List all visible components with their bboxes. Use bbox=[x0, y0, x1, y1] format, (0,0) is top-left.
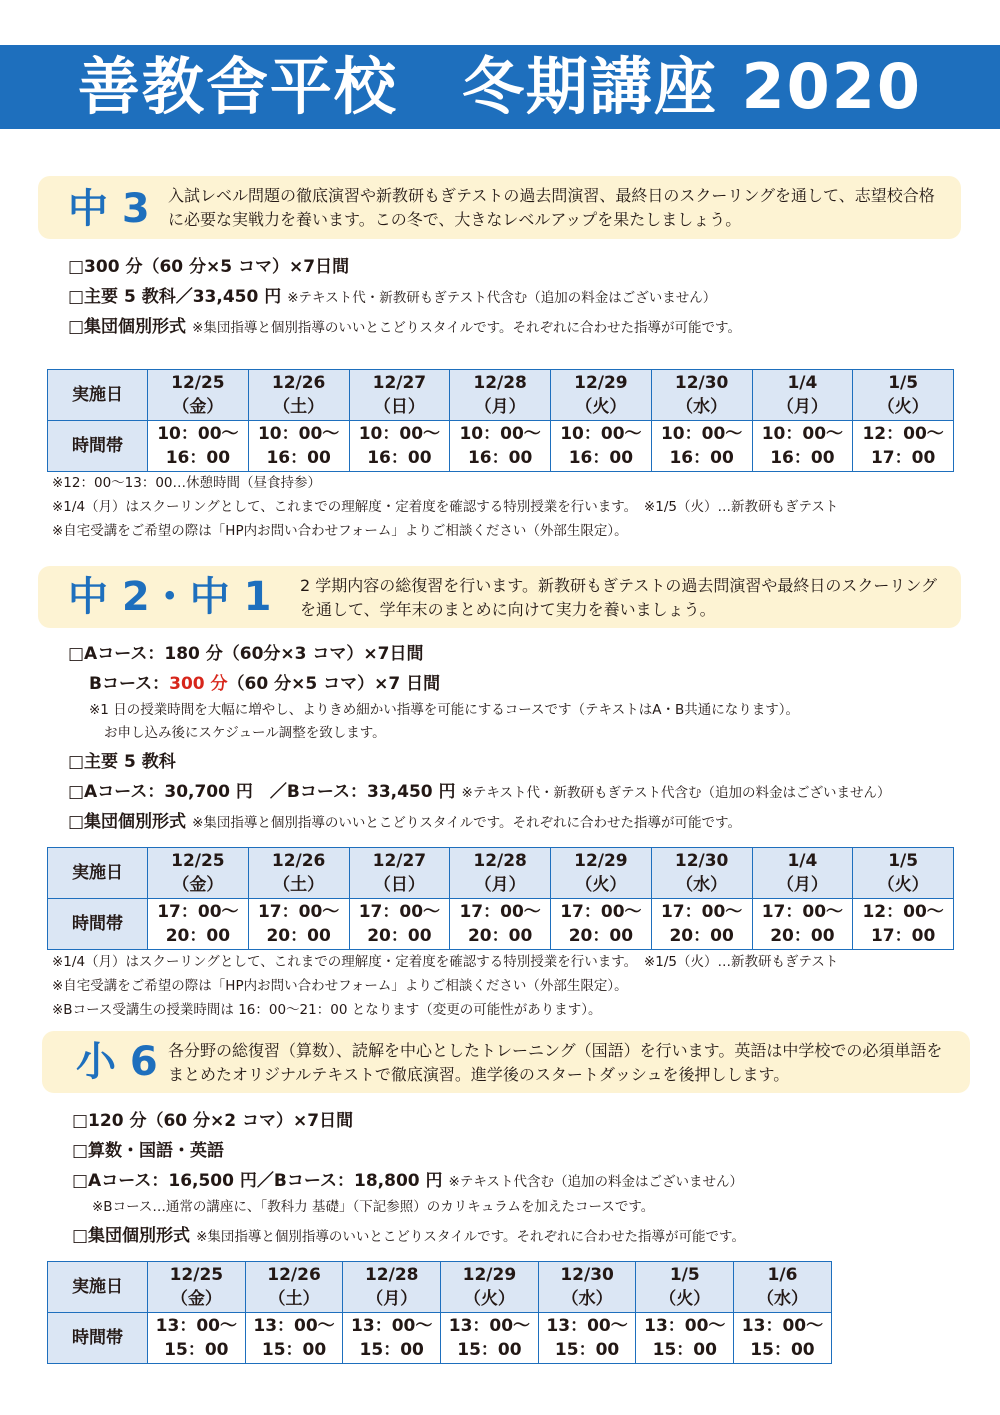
weekday-value: （水） bbox=[676, 875, 728, 895]
end-time: 20：00 bbox=[669, 926, 734, 946]
start-time: 17：00〜 bbox=[257, 902, 340, 922]
j21-course-a: □Aコース：180 分（60分×3 コマ）×7日間 bbox=[68, 644, 424, 664]
j21-price bbox=[68, 779, 891, 806]
weekday-value: （火） bbox=[877, 397, 929, 417]
time-row bbox=[48, 899, 954, 950]
start-time: 10：00〜 bbox=[761, 424, 844, 444]
schedule-table-e6 bbox=[47, 1261, 832, 1364]
weekday-value: （火） bbox=[463, 1289, 515, 1309]
date-cell bbox=[551, 370, 652, 421]
date-cell bbox=[450, 848, 551, 899]
weekday-value: （月） bbox=[474, 875, 526, 895]
schedule-table-j3 bbox=[47, 369, 954, 472]
date-cell bbox=[752, 848, 853, 899]
date-cell bbox=[148, 1262, 246, 1313]
date-row-header: 実施日 bbox=[48, 370, 148, 421]
start-time: 17：00〜 bbox=[157, 902, 239, 922]
j3-footnote-2: ※1/4（月）はスクーリングとして、これまでの理解度・定着度を確認する特別授業を行います。 ※1/5（火）…新教研もぎテスト bbox=[52, 499, 839, 515]
e6-format-label: □集団個別形式 bbox=[72, 1226, 191, 1246]
date-cell bbox=[450, 370, 551, 421]
intro-text-e6: 各分野の総復習（算数）、読解を中心としたトレーニング（国語）を行います。英語は中学校での必須単語をまとめたオリジナルテキストで徹底演習。進学後のスタートダッシュを後押しします。 bbox=[168, 1041, 943, 1084]
j3-price-label: □主要 5 教科／33,450 円 bbox=[68, 287, 282, 307]
weekday-value: （金） bbox=[172, 875, 224, 895]
end-time: 16：00 bbox=[165, 448, 231, 468]
start-time: 13：00〜 bbox=[253, 1316, 335, 1336]
weekday-value: （金） bbox=[170, 1289, 222, 1309]
weekday-value: （日） bbox=[373, 397, 425, 417]
date-row bbox=[48, 1262, 832, 1313]
page-title: 善教舎平校 冬期講座 2020 bbox=[77, 50, 923, 123]
time-cell bbox=[441, 1313, 539, 1364]
date-cell bbox=[651, 848, 752, 899]
time-cell bbox=[651, 421, 752, 472]
grade-label-j3: 中 3 bbox=[68, 186, 150, 232]
time-cell bbox=[752, 899, 853, 950]
start-time: 10：00〜 bbox=[257, 424, 340, 444]
end-time: 20：00 bbox=[266, 926, 331, 946]
date-cell bbox=[248, 848, 349, 899]
date-value: 12/28 bbox=[473, 851, 527, 871]
schedule-table-j21 bbox=[47, 847, 954, 950]
j21-format-label: □集団個別形式 bbox=[68, 812, 187, 832]
j21-course-note-2: お申し込み後にスケジュール調整を致します。 bbox=[104, 725, 386, 741]
date-row-header: 実施日 bbox=[48, 1262, 148, 1313]
end-time: 20：00 bbox=[770, 926, 835, 946]
start-time: 13：00〜 bbox=[351, 1316, 433, 1336]
end-time: 16：00 bbox=[367, 448, 432, 468]
end-time: 15：00 bbox=[652, 1340, 717, 1360]
weekday-value: （日） bbox=[373, 875, 425, 895]
date-cell bbox=[551, 848, 652, 899]
date-cell bbox=[349, 848, 450, 899]
time-cell bbox=[651, 899, 752, 950]
date-value: 12/30 bbox=[674, 851, 729, 871]
date-value: 12/27 bbox=[372, 851, 427, 871]
end-time: 20：00 bbox=[165, 926, 231, 946]
start-time: 12：00〜 bbox=[862, 902, 944, 922]
date-value: 1/5 bbox=[888, 373, 919, 393]
intro-text-j3: 入試レベル問題の徹底演習や新教研もぎテストの過去問演習、最終日のスクーリングを通して、志望校合格に必要な実戦力を養います。この冬で、大きなレベルアップを果たしましょう。 bbox=[168, 186, 935, 229]
j21-course-b-minutes: 300 分 bbox=[169, 674, 228, 694]
weekday-value: （水） bbox=[756, 1289, 808, 1309]
j21-format bbox=[68, 809, 741, 836]
e6-duration: □120 分（60 分×2 コマ）×7日間 bbox=[72, 1111, 354, 1131]
time-cell bbox=[551, 899, 652, 950]
j21-footnote-1: ※1/4（月）はスクーリングとして、これまでの理解度・定着度を確認する特別授業を行います。 ※1/5（火）…新教研もぎテスト bbox=[52, 954, 839, 970]
start-time: 10：00〜 bbox=[660, 424, 743, 444]
e6-price bbox=[72, 1168, 743, 1195]
time-cell bbox=[538, 1313, 636, 1364]
j3-footnote-1: ※12：00〜13：00…休憩時間（昼食持参） bbox=[52, 475, 322, 491]
weekday-value: （土） bbox=[273, 397, 325, 417]
start-time: 13：00〜 bbox=[741, 1316, 824, 1336]
start-time: 13：00〜 bbox=[155, 1316, 237, 1336]
time-cell bbox=[734, 1313, 832, 1364]
date-value: 12/26 bbox=[271, 851, 326, 871]
start-time: 17：00〜 bbox=[660, 902, 743, 922]
end-time: 20：00 bbox=[367, 926, 432, 946]
date-value: 12/25 bbox=[171, 373, 225, 393]
date-cell bbox=[343, 1262, 441, 1313]
date-row-header: 実施日 bbox=[48, 848, 148, 899]
j21-subjects: □主要 5 教科 bbox=[68, 752, 176, 772]
time-row bbox=[48, 1313, 832, 1364]
time-cell bbox=[343, 1313, 441, 1364]
time-row-header: 時間帯 bbox=[48, 421, 148, 472]
date-value: 12/28 bbox=[473, 373, 527, 393]
date-value: 12/30 bbox=[560, 1265, 614, 1285]
date-cell bbox=[248, 370, 349, 421]
j21-course-note-1: ※1 日の授業時間を大幅に増やし、よりきめ細かい指導を可能にするコースです（テキストはA・B共通になります）。 bbox=[89, 702, 799, 718]
date-cell bbox=[853, 848, 954, 899]
time-cell bbox=[248, 899, 349, 950]
time-cell bbox=[148, 899, 249, 950]
e6-format-note: ※集団指導と個別指導のいいとこどりスタイルです。それぞれに合わせた指導が可能です。 bbox=[196, 1229, 745, 1245]
j21-format-note: ※集団指導と個別指導のいいとこどりスタイルです。それぞれに合わせた指導が可能です。 bbox=[192, 815, 741, 831]
end-time: 15：00 bbox=[750, 1340, 815, 1360]
intro-text-j21: 2 学期内容の総復習を行います。新教研もぎテストの過去問演習や最終日のスクーリングを通して、学年末のまとめに向けて実力を養いましょう。 bbox=[300, 576, 938, 619]
date-value: 12/29 bbox=[462, 1265, 517, 1285]
time-cell bbox=[245, 1313, 343, 1364]
weekday-value: （月） bbox=[474, 397, 526, 417]
start-time: 10：00〜 bbox=[157, 424, 239, 444]
j21-footnote-3: ※Bコース受講生の授業時間は 16：00〜21：00 となります（変更の可能性があります）。 bbox=[52, 1002, 602, 1018]
time-cell bbox=[853, 421, 954, 472]
start-time: 10：00〜 bbox=[560, 424, 642, 444]
j3-format bbox=[68, 314, 741, 341]
time-cell bbox=[148, 1313, 246, 1364]
weekday-value: （金） bbox=[172, 397, 224, 417]
e6-price-label: □Aコース：16,500 円／Bコース：18,800 円 bbox=[72, 1171, 443, 1191]
j21-price-label: □Aコース：30,700 円 ／Bコース：33,450 円 bbox=[68, 782, 456, 802]
j3-price bbox=[68, 284, 716, 311]
time-cell bbox=[349, 899, 450, 950]
time-row bbox=[48, 421, 954, 472]
date-cell bbox=[538, 1262, 636, 1313]
start-time: 13：00〜 bbox=[644, 1316, 726, 1336]
end-time: 16：00 bbox=[467, 448, 533, 468]
date-value: 1/5 bbox=[669, 1265, 700, 1285]
end-time: 17：00 bbox=[870, 448, 936, 468]
date-cell bbox=[245, 1262, 343, 1313]
end-time: 15：00 bbox=[457, 1340, 522, 1360]
end-time: 16：00 bbox=[568, 448, 634, 468]
j21-footnote-2: ※自宅受講をご希望の際は「HP内お問い合わせフォーム」よりご相談ください（外部生限定）。 bbox=[52, 978, 628, 994]
date-value: 12/27 bbox=[372, 373, 427, 393]
start-time: 17：00〜 bbox=[761, 902, 844, 922]
date-cell bbox=[853, 370, 954, 421]
e6-format bbox=[72, 1223, 745, 1250]
start-time: 17：00〜 bbox=[459, 902, 541, 922]
date-cell bbox=[148, 848, 249, 899]
time-cell bbox=[636, 1313, 734, 1364]
start-time: 12：00〜 bbox=[862, 424, 944, 444]
end-time: 20：00 bbox=[568, 926, 634, 946]
date-value: 12/26 bbox=[267, 1265, 321, 1285]
start-time: 17：00〜 bbox=[358, 902, 441, 922]
end-time: 20：00 bbox=[467, 926, 533, 946]
weekday-value: （月） bbox=[366, 1289, 418, 1309]
j21-course-b-detail: （60 分×5 コマ）×7 日間 bbox=[227, 674, 441, 694]
end-time: 16：00 bbox=[266, 448, 331, 468]
date-value: 12/25 bbox=[169, 1265, 224, 1285]
start-time: 10：00〜 bbox=[358, 424, 441, 444]
date-cell bbox=[752, 370, 853, 421]
end-time: 15：00 bbox=[554, 1340, 620, 1360]
j3-format-note: ※集団指導と個別指導のいいとこどりスタイルです。それぞれに合わせた指導が可能です。 bbox=[192, 320, 741, 336]
date-value: 12/28 bbox=[364, 1265, 419, 1285]
time-row-header: 時間帯 bbox=[48, 899, 148, 950]
weekday-value: （水） bbox=[676, 397, 728, 417]
date-value: 12/26 bbox=[271, 373, 326, 393]
date-value: 1/5 bbox=[888, 851, 919, 871]
date-value: 1/4 bbox=[787, 373, 818, 393]
date-value: 1/4 bbox=[787, 851, 818, 871]
time-cell bbox=[853, 899, 954, 950]
date-value: 12/30 bbox=[674, 373, 729, 393]
end-time: 17：00 bbox=[870, 926, 936, 946]
weekday-value: （火） bbox=[877, 875, 929, 895]
j3-footnote-3: ※自宅受講をご希望の際は「HP内お問い合わせフォーム」よりご相談ください（外部生限定）。 bbox=[52, 523, 628, 539]
weekday-value: （火） bbox=[659, 1289, 711, 1309]
time-cell bbox=[450, 421, 551, 472]
j21-course-b bbox=[89, 671, 440, 697]
end-time: 16：00 bbox=[770, 448, 835, 468]
start-time: 10：00〜 bbox=[459, 424, 541, 444]
time-row-header: 時間帯 bbox=[48, 1313, 148, 1364]
date-value: 12/29 bbox=[574, 851, 628, 871]
start-time: 17：00〜 bbox=[560, 902, 642, 922]
time-cell bbox=[349, 421, 450, 472]
time-cell bbox=[752, 421, 853, 472]
date-row bbox=[48, 370, 954, 421]
weekday-value: （土） bbox=[273, 875, 325, 895]
end-time: 15：00 bbox=[359, 1340, 424, 1360]
time-cell bbox=[450, 899, 551, 950]
j21-course-b-label: Bコース： bbox=[89, 674, 170, 694]
date-cell bbox=[651, 370, 752, 421]
e6-course-note: ※Bコース…通常の講座に、「教科力 基礎」（下記参照）のカリキュラムを加えたコースです。 bbox=[92, 1199, 655, 1215]
date-cell bbox=[734, 1262, 832, 1313]
j3-duration: □300 分（60 分×5 コマ）×7日間 bbox=[68, 257, 350, 277]
date-value: 1/6 bbox=[767, 1265, 798, 1285]
date-cell bbox=[636, 1262, 734, 1313]
time-cell bbox=[248, 421, 349, 472]
grade-label-j21: 中 2・中 1 bbox=[68, 574, 272, 620]
start-time: 13：00〜 bbox=[546, 1316, 628, 1336]
j3-price-note: ※テキスト代・新教研もぎテスト代含む（追加の料金はございません） bbox=[287, 290, 717, 306]
weekday-value: （火） bbox=[575, 875, 627, 895]
weekday-value: （月） bbox=[776, 397, 828, 417]
end-time: 16：00 bbox=[669, 448, 734, 468]
weekday-value: （月） bbox=[776, 875, 828, 895]
date-cell bbox=[349, 370, 450, 421]
start-time: 13：00〜 bbox=[448, 1316, 531, 1336]
grade-label-e6: 小 6 bbox=[76, 1039, 158, 1085]
date-cell bbox=[148, 370, 249, 421]
e6-price-note: ※テキスト代含む（追加の料金はございません） bbox=[448, 1174, 744, 1190]
date-cell bbox=[441, 1262, 539, 1313]
e6-subjects: □算数・国語・英語 bbox=[72, 1141, 225, 1161]
j3-format-label: □集団個別形式 bbox=[68, 317, 187, 337]
date-value: 12/29 bbox=[574, 373, 628, 393]
time-cell bbox=[148, 421, 249, 472]
end-time: 15：00 bbox=[261, 1340, 327, 1360]
date-value: 12/25 bbox=[171, 851, 225, 871]
end-time: 15：00 bbox=[164, 1340, 229, 1360]
weekday-value: （水） bbox=[561, 1289, 613, 1309]
weekday-value: （火） bbox=[575, 397, 627, 417]
time-cell bbox=[551, 421, 652, 472]
date-row bbox=[48, 848, 954, 899]
weekday-value: （土） bbox=[268, 1289, 320, 1309]
j21-price-note: ※テキスト代・新教研もぎテスト代含む（追加の料金はございません） bbox=[461, 785, 891, 801]
